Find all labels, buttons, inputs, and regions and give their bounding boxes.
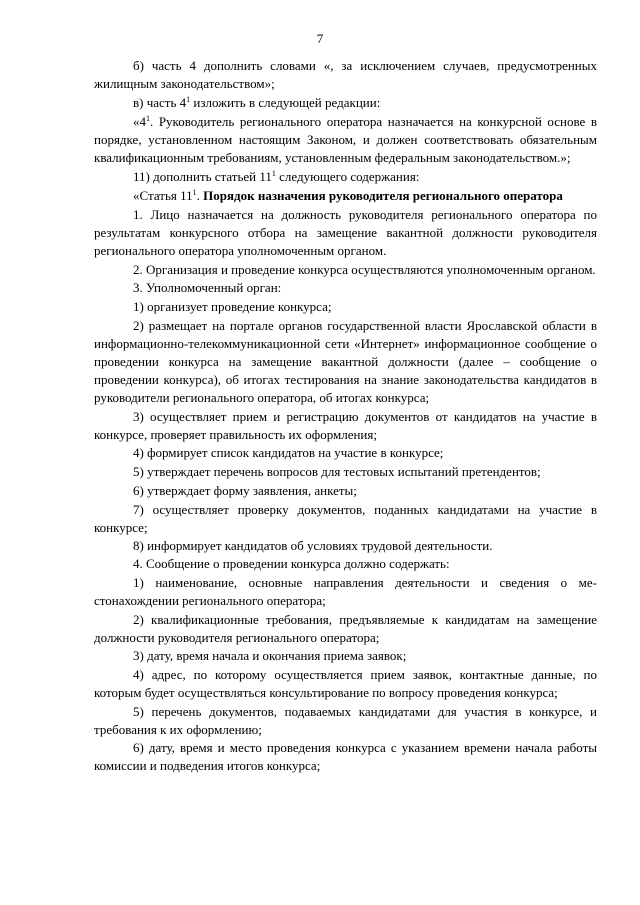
text: 2) квалификационные требования, предъявляемые к кандидатам на замещение должности руководителя регионального оператора; — [94, 612, 597, 645]
paragraph-clause-4 — [94, 555, 597, 573]
paragraph-clause-2 — [94, 261, 597, 279]
paragraph-clause-3-4 — [94, 444, 597, 462]
paragraph-clause-4-5 — [94, 703, 597, 739]
paragraph-clause-3 — [94, 279, 597, 297]
text: 3. Уполномоченный орган: — [133, 280, 282, 295]
page-number: 7 — [316, 31, 324, 46]
paragraph-clause-4-6 — [94, 739, 597, 775]
text: 5) утверждает перечень вопросов для тестовых испытаний претендентов; — [133, 464, 541, 479]
text: 7) осуществляет проверку документов, поданных кандидатами на участие в конкурсе; — [94, 502, 597, 535]
text: 11) дополнить статьей 11 — [133, 169, 272, 184]
paragraph-amendment-v — [94, 94, 597, 112]
text: 4) формирует список кандидатов на участие в конкурсе; — [133, 445, 444, 460]
paragraph-clause-3-1 — [94, 298, 597, 316]
article-heading — [94, 187, 597, 205]
text: 1) наименование, основные направления деятельности и сведения о местонахождении регионального оператора; — [94, 575, 597, 608]
document-body — [94, 57, 597, 775]
paragraph-clause-3-3 — [94, 408, 597, 444]
text: «Статья 11 — [133, 188, 193, 203]
paragraph-clause-3-7 — [94, 501, 597, 537]
superscript: 1 — [186, 95, 191, 104]
text: 6) дату, время и место проведения конкурса с указанием времени начала работы комиссии и подведения итогов конкурса; — [94, 740, 597, 773]
paragraph-clause-4-4 — [94, 666, 597, 702]
paragraph-clause-3-2 — [94, 317, 597, 407]
text: 2) размещает на портале органов государственной власти Ярославской области в информационно-телекоммуникационной сети «Интернет» информационное сообщение о проведении конкурса на замещение вакантной должности (далее – сообщение о проведении конкурса), об итогах тестирования на знание законодательства кандидатов в руководители регионального оператора, об итогах конкурса; — [94, 318, 597, 405]
paragraph-clause-4-1 — [94, 574, 597, 610]
text: следующего содержания: — [275, 169, 420, 184]
text: 3) дату, время начала и окончания приема заявок; — [133, 648, 407, 663]
paragraph-item-11 — [94, 168, 597, 186]
text: 1. Лицо назначается на должность руководителя регионального оператора по результатам конкурсного отбора на замещение вакантной должности руководителя регионального оператора уполномоченным органом. — [94, 207, 597, 258]
paragraph-clause-3-6 — [94, 482, 597, 500]
paragraph-clause-3-5 — [94, 463, 597, 481]
article-title: Порядок назначения руководителя регионального оператора — [203, 188, 563, 203]
paragraph-clause-4-2 — [94, 611, 597, 647]
superscript: 1 — [146, 114, 150, 123]
text: в) часть 4 — [133, 95, 187, 110]
text: . Руководитель регионального оператора назначается на конкурсной основе в порядке, установленном настоящим Законом, и должен соответствовать обязательным квалификационным требованиям, установленным федеральным законодательством.»; — [94, 114, 597, 165]
text: 2. Организация и проведение конкурса осуществляются уполномоченным органом. — [133, 262, 596, 277]
text: изложить в следующей редакции: — [190, 95, 381, 110]
paragraph-clause-4-3 — [94, 647, 597, 665]
text: 4. Сообщение о проведении конкурса должно содержать: — [133, 556, 450, 571]
paragraph-clause-1 — [94, 206, 597, 260]
text: . — [196, 188, 204, 203]
superscript: 1 — [271, 169, 276, 178]
text: 4) адрес, по которому осуществляется прием заявок, контактные данные, по которым будет осуществляться консультирование по вопросу проведения конкурса; — [94, 667, 597, 700]
paragraph-part-4-1 — [94, 113, 597, 167]
text: 1) организует проведение конкурса; — [133, 299, 332, 314]
text: 6) утверждает форму заявления, анкеты; — [133, 483, 357, 498]
text: «4 — [133, 114, 146, 129]
paragraph-clause-3-8 — [94, 537, 597, 555]
text: б) часть 4 дополнить словами «, за исключением случаев, предусмотренных жилищным законодательством»; — [94, 58, 597, 91]
paragraph-amendment-b — [94, 57, 597, 93]
text: 3) осуществляет прием и регистрацию документов от кандидатов на участие в конкурсе, проверяет правильность их оформления; — [94, 409, 597, 442]
text: 5) перечень документов, подаваемых кандидатами для участия в конкурсе, и требования к их оформлению; — [94, 704, 597, 737]
superscript: 1 — [192, 188, 197, 197]
text: 8) информирует кандидатов об условиях трудовой деятельности. — [133, 538, 493, 553]
